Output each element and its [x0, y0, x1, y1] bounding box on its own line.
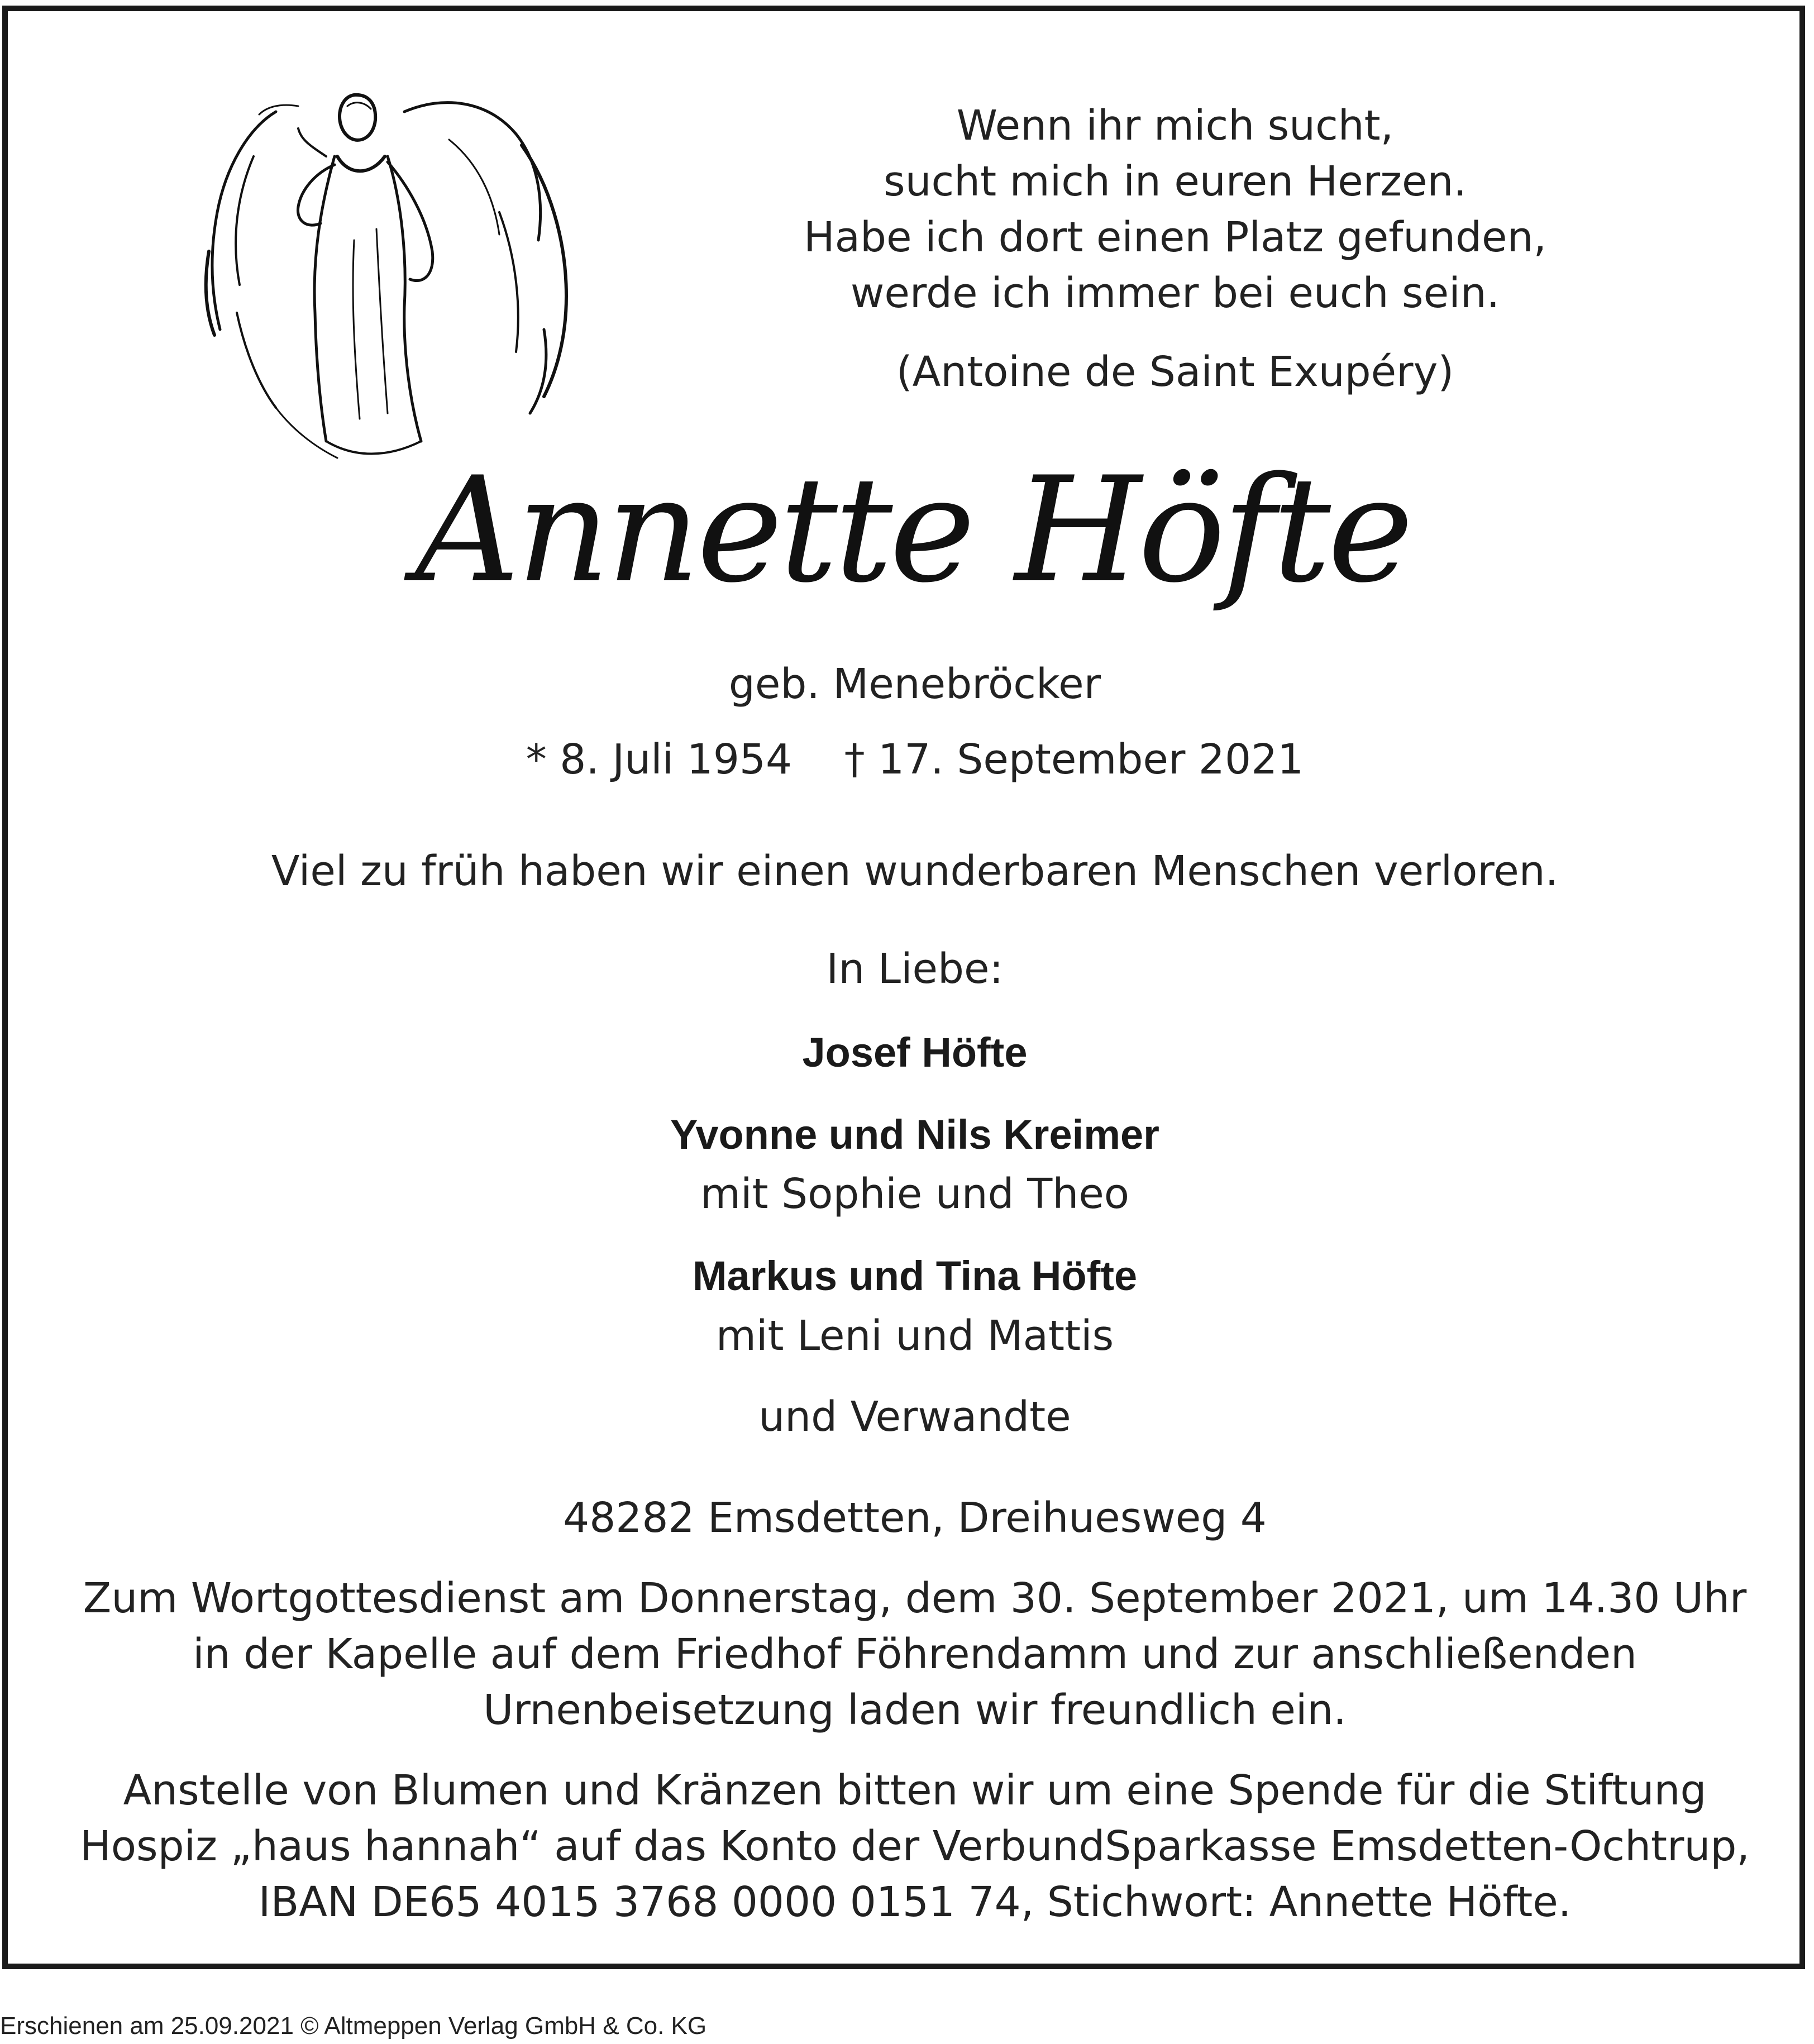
birth-date: * 8. Juli 1954 [526, 736, 793, 784]
mourners-intro: In Liebe: [826, 945, 1004, 993]
life-dates [8, 732, 1814, 787]
mourner-family: Markus und Tina Höfte [692, 1253, 1138, 1299]
notice-frame [2, 6, 1805, 1969]
mourner-children: mit Sophie und Theo [700, 1170, 1130, 1218]
quote-author: (Antoine de Saint Exupéry) [896, 348, 1454, 396]
publication-footer: Erschienen am 25.09.2021 © Altmeppen Verlag GmbH & Co. KG [0, 2012, 707, 2040]
maiden-name: geb. Menebröcker [728, 660, 1101, 708]
quote-line: Habe ich dort einen Platz gefunden, [803, 213, 1546, 261]
mourners-relatives: und Verwandte [758, 1393, 1071, 1441]
mourner-family: Josef Höfte [802, 1029, 1028, 1076]
quote [779, 98, 1572, 321]
service-line: Urnenbeisetzung laden wir freundlich ein. [483, 1686, 1347, 1734]
mourner-family: Yvonne und Nils Kreimer [670, 1111, 1159, 1158]
quote-line: Wenn ihr mich sucht, [956, 102, 1394, 150]
service-line: Zum Wortgottesdienst am Donnerstag, dem 30. September 2021, um 14.30 Uhr [83, 1574, 1747, 1622]
donation-line: Hospiz „haus hannah“ auf das Konto der VerbundSparkasse Emsdetten-Ochtrup, [80, 1822, 1750, 1870]
deceased-name: Annette Höfte [415, 446, 1410, 615]
death-date: † 17. September 2021 [844, 736, 1304, 784]
donation-line: IBAN DE65 4015 3768 0000 0151 74, Stichwort: Annette Höfte. [258, 1878, 1572, 1926]
service-line: in der Kapelle auf dem Friedhof Föhrendamm und zur anschließenden [193, 1630, 1637, 1678]
mourning-message: Viel zu früh haben wir einen wunderbaren Menschen verloren. [271, 847, 1559, 895]
quote-line: sucht mich in euren Herzen. [884, 157, 1467, 206]
angel-icon [187, 73, 589, 480]
quote-line: werde ich immer bei euch sein. [850, 269, 1500, 317]
address: 48282 Emsdetten, Dreihuesweg 4 [563, 1494, 1267, 1542]
donation-line: Anstelle von Blumen und Kränzen bitten wir um eine Spende für die Stiftung [123, 1766, 1707, 1814]
mourner-children: mit Leni und Mattis [715, 1312, 1114, 1360]
